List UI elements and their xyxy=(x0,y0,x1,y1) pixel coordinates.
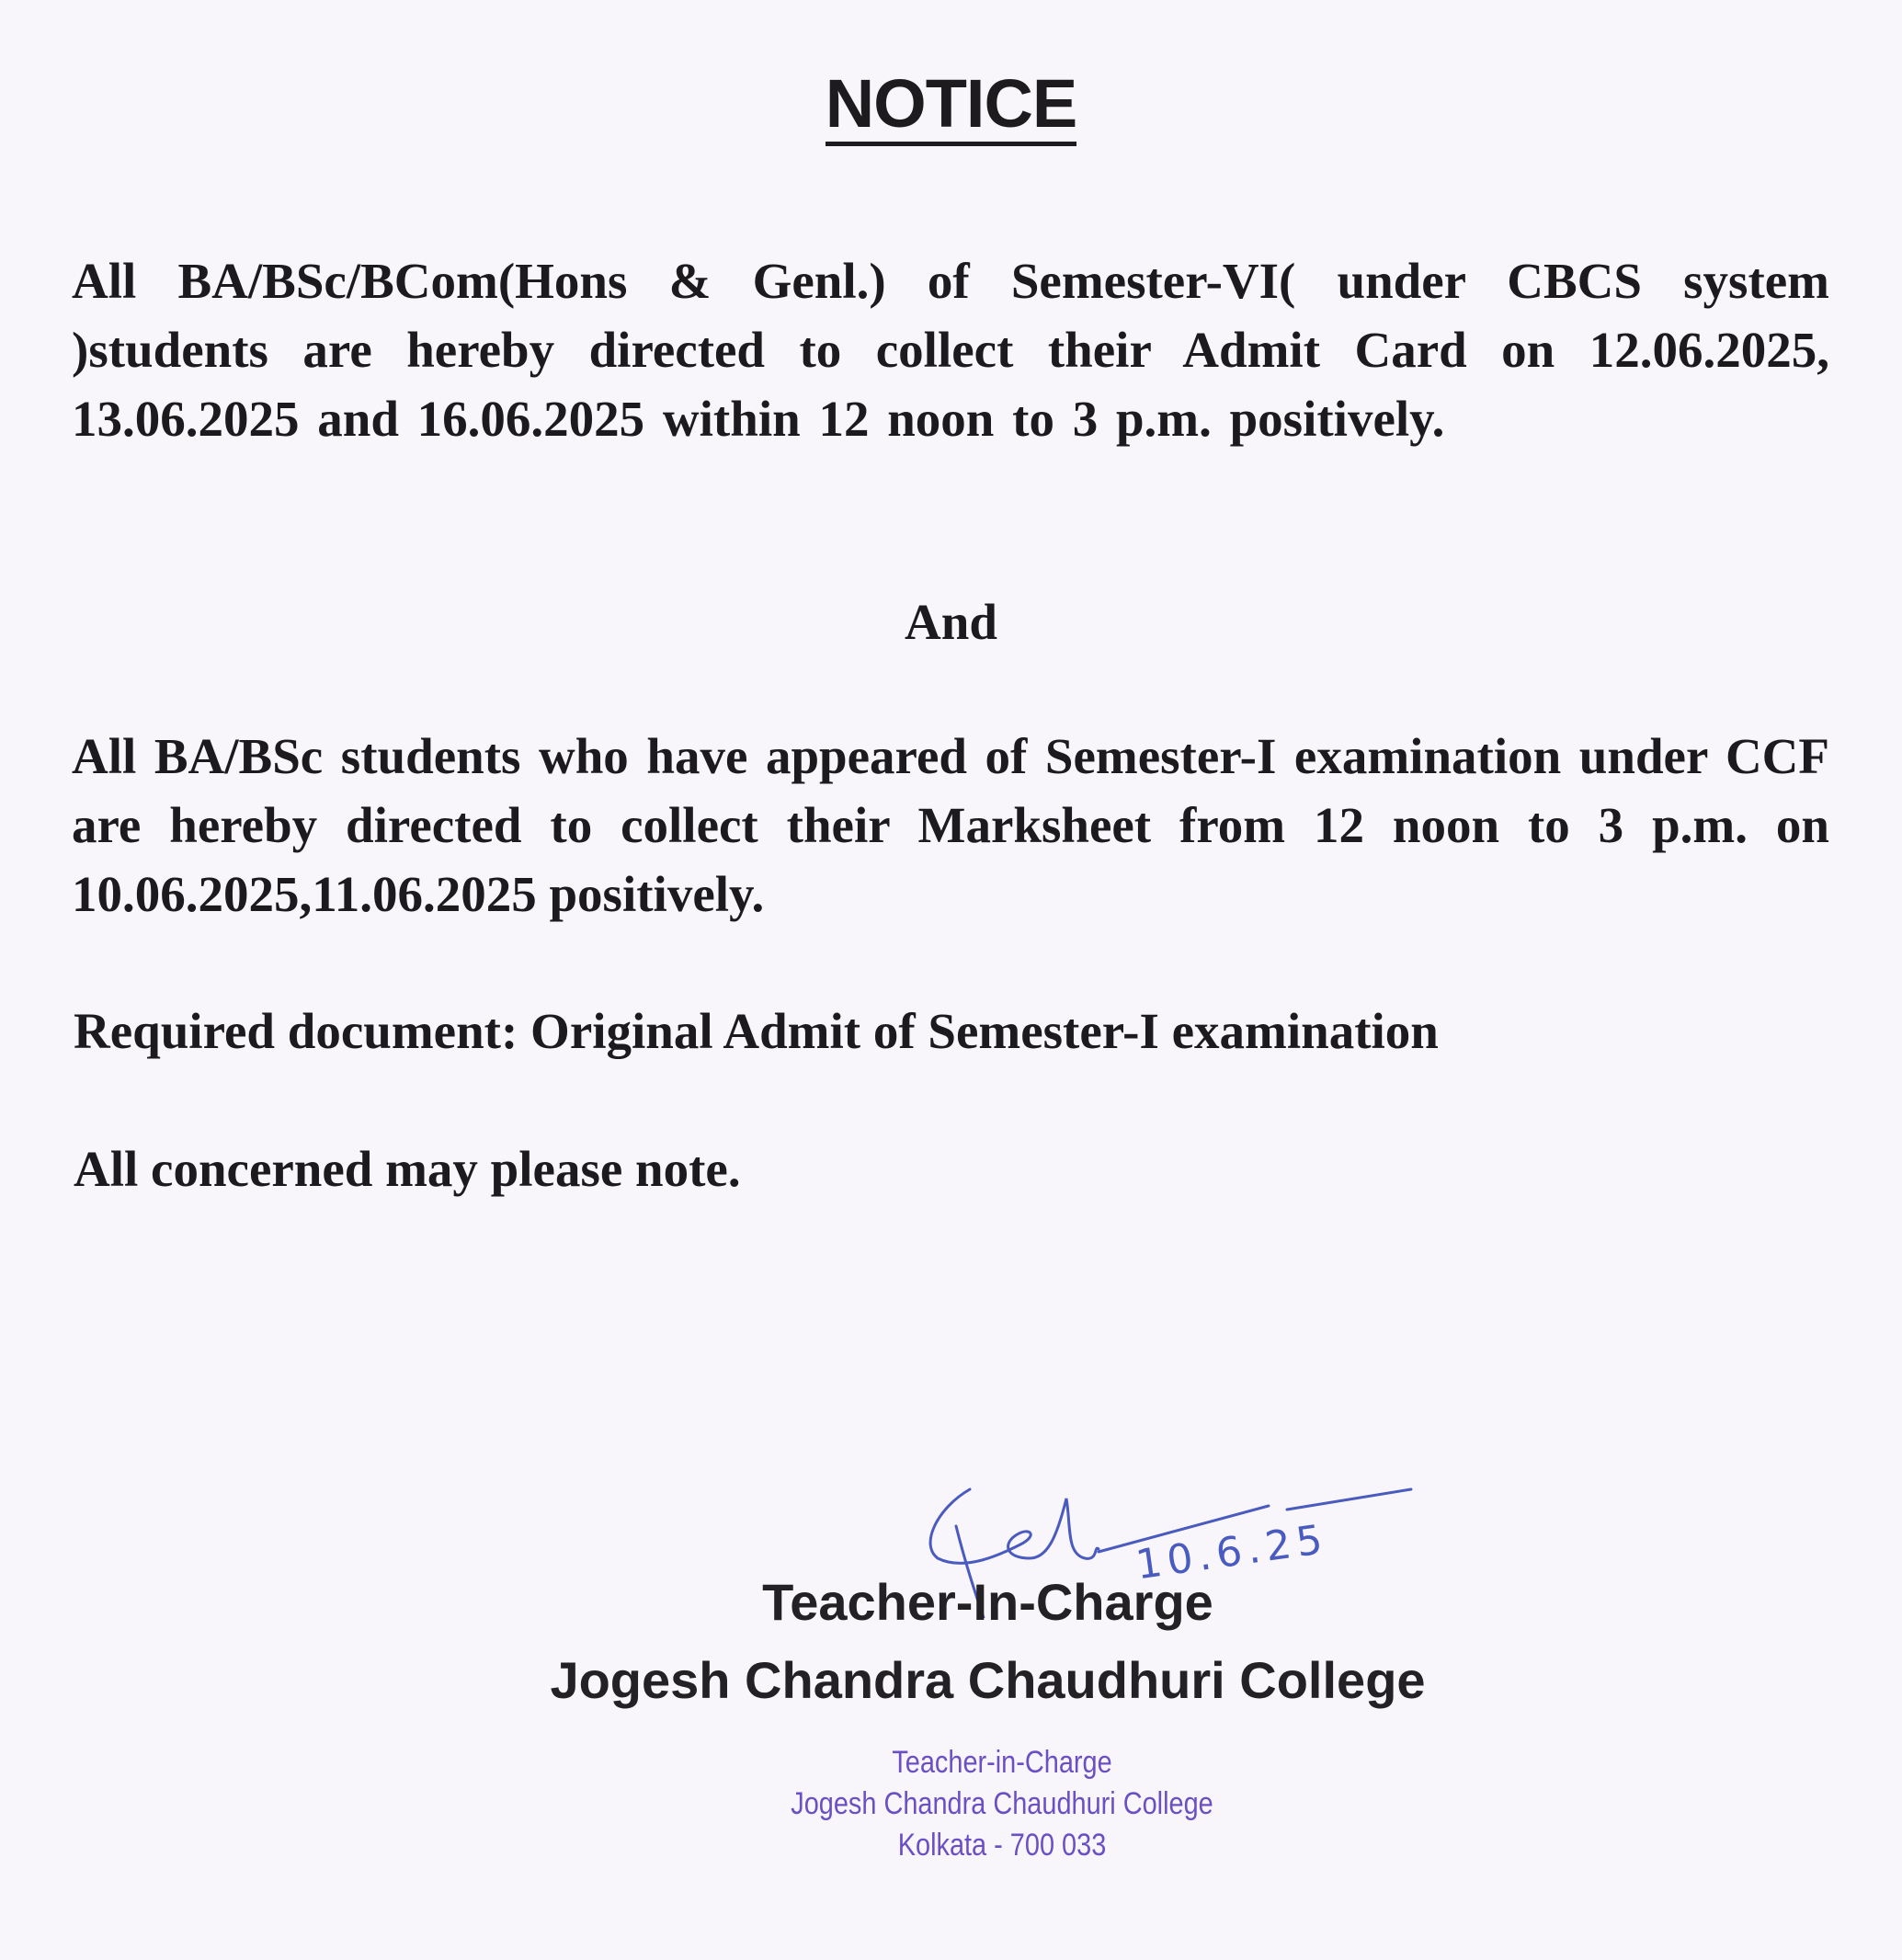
signatory-institution: Jogesh Chandra Chaudhuri College xyxy=(550,1651,1426,1709)
stamp-line-address: Kolkata - 700 033 xyxy=(897,1828,1107,1863)
official-stamp xyxy=(561,1742,1443,1866)
stamp-line-role: Teacher-in-Charge xyxy=(892,1745,1112,1780)
marksheet-paragraph: All BA/BSc students who have appeared of Semester-I examination under CCF are hereby directed to collect their Marksheet from 12 noon to 3 p.m. on 10.06.2025,11.06.2025 positively. xyxy=(72,728,1829,922)
required-document-line: Required document: Original Admit of Semester-I examination xyxy=(74,1003,1439,1059)
signature-date: 10.6.25 xyxy=(1133,1515,1331,1590)
admit-card-paragraph: All BA/BSc/BCom(Hons & Genl.) of Semester-VI( under CBCS system )students are hereby directed to collect their Admit Card on 12.06.2025, 13.06.2025 and 16.06.2025 within 12 noon to 3 p.m. positively. xyxy=(72,253,1829,447)
closing-line: All concerned may please note. xyxy=(74,1141,741,1197)
notice-title xyxy=(0,64,1902,146)
and-separator: And xyxy=(905,594,997,650)
notice-title-text: NOTICE xyxy=(826,68,1077,146)
signatory-role: Teacher-In-Charge xyxy=(762,1573,1213,1631)
stamp-line-college: Jogesh Chandra Chaudhuri College xyxy=(791,1786,1213,1821)
